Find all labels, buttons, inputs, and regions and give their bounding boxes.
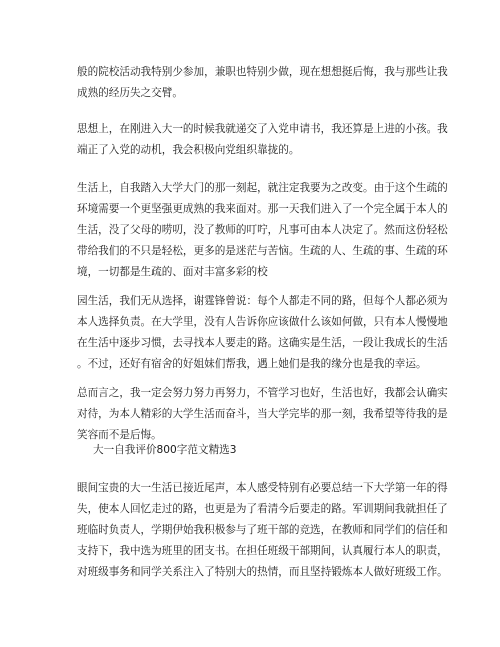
paragraph-line: 总而言之，我一定会努力努力再努力，不管学习也好，生活也好，我都会认确实 bbox=[77, 387, 448, 399]
paragraph-line: 笑容而不是后悔。 bbox=[77, 429, 162, 441]
paragraph-line: 端正了入党的动机，我会积极向党组织靠拢的。 bbox=[77, 144, 300, 156]
section-heading bbox=[93, 440, 441, 461]
paragraph-5 bbox=[77, 383, 448, 446]
paragraph-line: 对班级事务和同学关系注入了特别大的热情，而且坚持锻炼本人做好班级工作。 bbox=[77, 566, 448, 578]
paragraph-line: 失，使本人回忆走过的路，也更是为了看清今后要走的路。军训期间我就担任了 bbox=[77, 503, 448, 515]
section-heading-text: 大一自我评价800字范文精选3 bbox=[93, 444, 237, 456]
paragraph-line: 般的院校活动我特别少参加，兼职也特别少做，现在想想挺后悔，我与那些让我 bbox=[77, 66, 448, 78]
paragraph-line: 思想上，在刚进入大一的时候我就递交了入党申请书，我还算是上进的小孩。我 bbox=[77, 123, 448, 135]
paragraph-line: 生活上，自我踏入大学大门的那一刻起，就注定我要为之改变。由于这个生疏的 bbox=[77, 182, 448, 194]
paragraph-2 bbox=[77, 119, 448, 161]
paragraph-line: 在生活中逐步习惯，去寻找本人要走的路。这确实是生活，一段让我成长的生活 bbox=[77, 337, 448, 349]
paragraph-line: 成熟的经历失之交臂。 bbox=[77, 87, 183, 99]
paragraph-line: 生活，没了父母的唠叨，没了教师的叮咛，凡事可由本人决定了。然而这份轻松 bbox=[77, 224, 448, 236]
paragraph-line: 班临时负责人，学期伊始我积极参与了班干部的竞选，在教师和同学们的信任和 bbox=[77, 524, 448, 536]
paragraph-6 bbox=[77, 478, 448, 583]
paragraph-line: 环境需要一个更坚强更成熟的我来面对。那一天我们进入了一个完全属于本人的 bbox=[77, 203, 448, 215]
paragraph-3 bbox=[77, 178, 448, 283]
paragraph-line: 本人选择负责。在大学里，没有人告诉你应该做什么该如何做，只有本人慢慢地 bbox=[77, 316, 448, 328]
paragraph-4 bbox=[77, 291, 448, 375]
paragraph-line: 对待，为本人精彩的大学生活而奋斗，当大学完毕的那一刻，我希望等待我的是 bbox=[77, 408, 448, 420]
paragraph-line: 。不过，还好有宿舍的好姐妹们帮我，遇上她们是我的缘分也是我的幸运。 bbox=[77, 358, 427, 370]
paragraph-line: 境，一切都是生疏的、面对丰富多彩的校 bbox=[77, 266, 268, 278]
paragraph-line: 支持下，我中选为班里的团支书。在担任班级干部期间，认真履行本人的职责， bbox=[77, 545, 448, 557]
paragraph-line: 带给我们的不只是轻松，更多的是迷茫与苦恼。生疏的人、生疏的事、生疏的环 bbox=[77, 245, 448, 257]
paragraph-line: 园生活，我们无从选择，谢霆锋曾说：每个人都走不同的路，但每个人都必须为 bbox=[77, 295, 448, 307]
paragraph-1 bbox=[77, 62, 448, 104]
paragraph-line: 眼间宝贵的大一生活已接近尾声，本人感受特别有必要总结一下大学第一年的得 bbox=[77, 482, 448, 494]
